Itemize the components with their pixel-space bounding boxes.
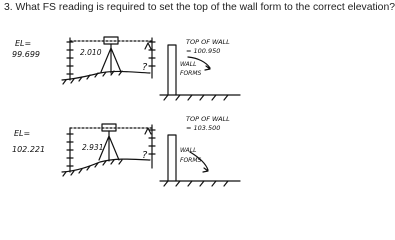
bottom-wall-form xyxy=(168,135,176,181)
bottom-sketch xyxy=(62,124,240,186)
top-wall-top-value: = 100.950 xyxy=(186,47,221,55)
bottom-ground-hatch xyxy=(63,160,122,176)
bottom-wall-top-value: = 103.500 xyxy=(186,124,221,132)
bottom-fs-arrow xyxy=(145,128,151,134)
bottom-fs-unknown: ? xyxy=(142,150,148,161)
bottom-wall-top-label: TOP OF WALL xyxy=(186,115,230,123)
top-el-value: 99.699 xyxy=(12,50,40,59)
bottom-bs-reading: 2.931 xyxy=(82,143,104,152)
bottom-forms-label: FORMS xyxy=(180,157,202,164)
top-wall-form xyxy=(168,45,176,95)
bottom-el-value: 102.221 xyxy=(12,145,46,154)
bottom-wall-label: WALL xyxy=(180,147,197,154)
top-wall-top-label: TOP OF WALL xyxy=(186,38,230,46)
bottom-el-label: EL= xyxy=(14,129,31,138)
top-footing-hatch xyxy=(164,95,228,100)
top-fs-arrow xyxy=(145,43,151,49)
top-ground-hatch xyxy=(63,71,122,84)
top-bs-reading: 2.010 xyxy=(80,48,102,57)
question-text: 3. What FS reading is required to set the top of the wall form to the correct elevation? xyxy=(4,2,395,13)
bottom-footing-hatch xyxy=(164,181,228,186)
top-fs-unknown: ? xyxy=(142,62,148,73)
top-el-label: EL= xyxy=(15,39,32,48)
top-forms-label: FORMS xyxy=(180,70,202,77)
top-wall-label: WALL xyxy=(180,61,197,68)
top-tripod xyxy=(101,48,121,73)
